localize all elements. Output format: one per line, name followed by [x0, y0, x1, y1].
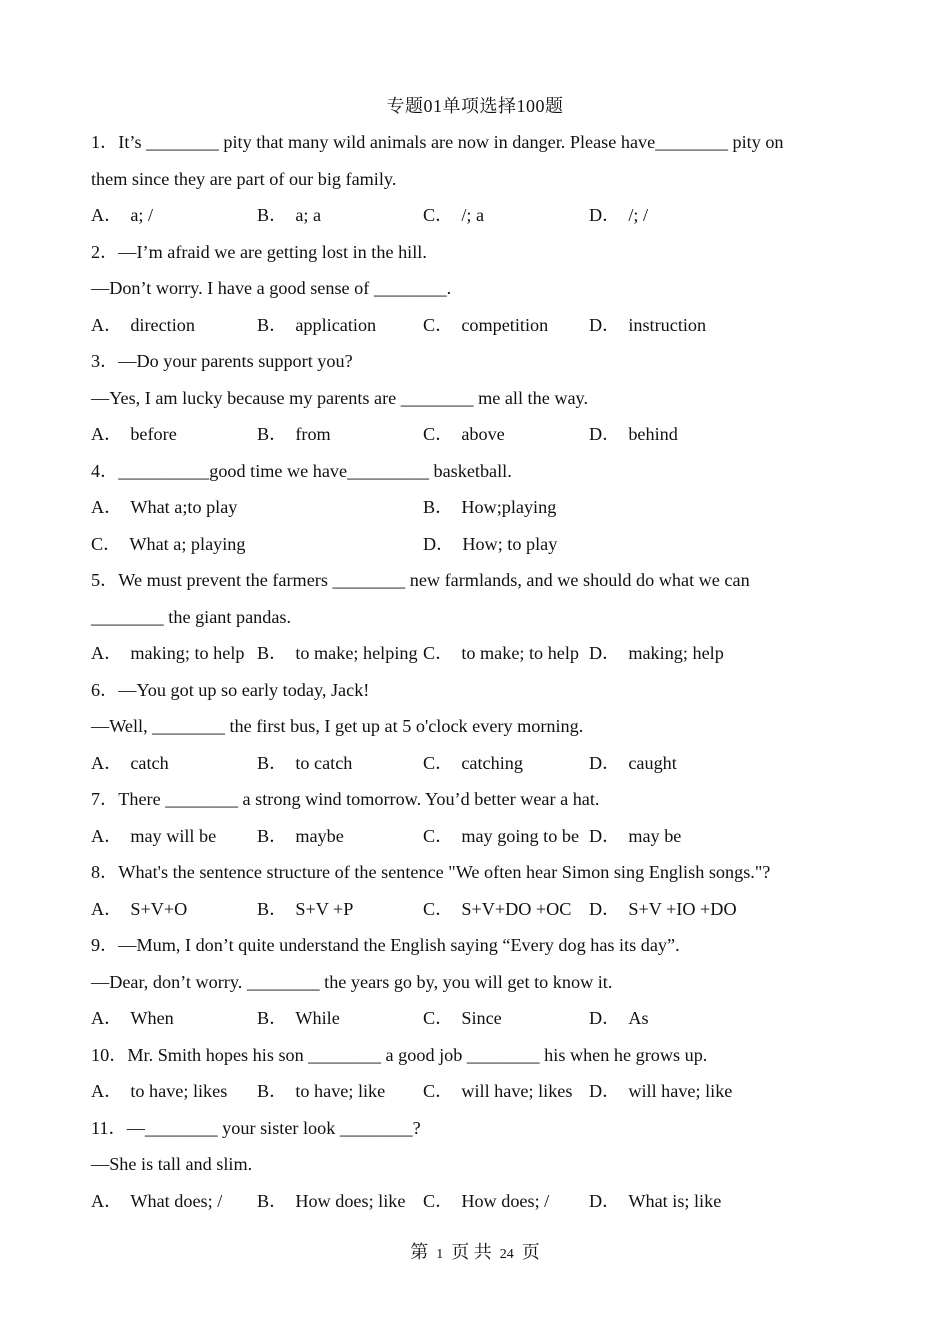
- option-d[interactable]: [589, 1183, 755, 1220]
- option-text: to make; to help: [461, 643, 580, 663]
- options-row: [91, 635, 831, 672]
- option-letter: D．: [589, 314, 621, 335]
- option-letter: C．: [423, 314, 454, 335]
- option-text: What is; like: [628, 1190, 722, 1211]
- option-text: How does; /: [461, 1190, 550, 1211]
- option-text: caught: [628, 752, 677, 773]
- question-line: —Don’t worry. I have a good sense of ________.: [91, 278, 452, 298]
- page-footer: [0, 1240, 950, 1267]
- option-text: to make; helping: [295, 643, 418, 663]
- option-a[interactable]: [91, 489, 423, 526]
- question-stem: 7．There ________ a strong wind tomorrow. You’d better wear a hat.: [91, 789, 600, 809]
- option-c[interactable]: [423, 1073, 589, 1110]
- question-1: [91, 124, 831, 234]
- option-letter: D．: [589, 898, 621, 919]
- option-text: S+V +P: [295, 898, 354, 919]
- question-line: —She is tall and slim.: [91, 1154, 253, 1174]
- option-b[interactable]: [257, 416, 423, 453]
- option-b[interactable]: [257, 1000, 423, 1037]
- option-text: a; a: [295, 205, 322, 225]
- option-text: from: [295, 424, 331, 444]
- option-c[interactable]: [423, 197, 589, 234]
- option-text: making; help: [628, 643, 724, 663]
- footer-middle: 页 共: [451, 1242, 492, 1262]
- options-row: [91, 745, 831, 782]
- option-a[interactable]: [91, 307, 257, 344]
- option-letter: A．: [91, 643, 123, 663]
- option-text: /; /: [628, 205, 649, 225]
- option-c[interactable]: [423, 891, 589, 928]
- option-d[interactable]: [589, 197, 755, 234]
- footer-prefix: 第: [410, 1242, 429, 1262]
- footer-total-pages: 24: [499, 1247, 514, 1262]
- option-text: As: [628, 1008, 649, 1028]
- question-line: —Well, ________ the first bus, I get up at 5 o'clock every morning.: [91, 716, 584, 736]
- option-c[interactable]: [423, 635, 589, 672]
- option-text: to have; like: [295, 1081, 386, 1101]
- page-title: 专题01单项选择100题: [386, 96, 564, 116]
- option-d[interactable]: [589, 745, 755, 782]
- option-d[interactable]: [589, 1000, 755, 1037]
- option-text: application: [295, 314, 377, 335]
- question-stem: 10．Mr. Smith hopes his son ________ a good job ________ his when he grows up.: [91, 1044, 708, 1065]
- option-text: before: [130, 424, 177, 444]
- option-a[interactable]: [91, 197, 257, 234]
- option-text: What a;to play: [130, 497, 238, 517]
- option-text: may be: [628, 825, 682, 846]
- option-a[interactable]: [91, 745, 257, 782]
- option-letter: D．: [589, 1081, 621, 1101]
- option-a[interactable]: [91, 1073, 257, 1110]
- option-text: above: [461, 424, 505, 444]
- options-row: [91, 416, 831, 453]
- option-text: behind: [628, 424, 678, 444]
- option-letter: D．: [423, 533, 455, 554]
- option-letter: A．: [91, 314, 123, 335]
- option-text: How;playing: [461, 497, 557, 517]
- option-letter: D．: [589, 643, 621, 663]
- question-8: [91, 854, 831, 927]
- option-text: will have; likes: [461, 1081, 573, 1101]
- option-letter: C．: [423, 752, 454, 773]
- option-letter: B．: [257, 205, 288, 225]
- option-letter: A．: [91, 752, 123, 773]
- question-stem: 1．It’s ________ pity that many wild animals are now in danger. Please have________ pity on: [91, 132, 784, 152]
- option-b[interactable]: [257, 745, 423, 782]
- option-letter: D．: [589, 1008, 621, 1028]
- question-4: [91, 453, 831, 563]
- option-text: What does; /: [130, 1190, 223, 1211]
- options-row: [91, 1073, 831, 1110]
- option-c[interactable]: [423, 416, 589, 453]
- option-letter: D．: [589, 205, 621, 225]
- option-letter: B．: [257, 643, 288, 663]
- option-a[interactable]: [91, 891, 257, 928]
- option-letter: A．: [91, 898, 123, 919]
- question-stem: 6．—You got up so early today, Jack!: [91, 679, 370, 700]
- option-letter: A．: [91, 1008, 123, 1028]
- option-text: direction: [130, 314, 195, 335]
- option-letter: B．: [257, 424, 288, 444]
- option-text: instruction: [628, 314, 707, 335]
- option-letter: C．: [423, 424, 454, 444]
- options-row: [91, 891, 831, 928]
- option-text: How does; like: [295, 1190, 406, 1211]
- question-line: —Dear, don’t worry. ________ the years go by, you will get to know it.: [91, 971, 613, 992]
- option-letter: C．: [423, 825, 454, 846]
- option-text: Since: [461, 1008, 502, 1028]
- option-letter: D．: [589, 752, 621, 773]
- option-a[interactable]: [91, 416, 257, 453]
- option-letter: C．: [423, 898, 454, 919]
- option-text: may will be: [130, 825, 217, 846]
- option-text: S+V +IO +DO: [628, 898, 737, 919]
- option-b[interactable]: [257, 1183, 423, 1220]
- option-d[interactable]: [589, 818, 755, 855]
- question-stem: 2．—I’m afraid we are getting lost in the hill.: [91, 241, 427, 262]
- question-5: [91, 562, 831, 672]
- option-text: catching: [461, 752, 523, 773]
- option-b[interactable]: [257, 818, 423, 855]
- option-letter: A．: [91, 424, 123, 444]
- question-10: [91, 1037, 831, 1110]
- option-b[interactable]: [423, 489, 755, 526]
- option-text: making; to help: [130, 643, 245, 663]
- option-letter: B．: [257, 1081, 288, 1101]
- options-row: [91, 526, 831, 563]
- option-b[interactable]: [257, 307, 423, 344]
- option-c[interactable]: [423, 1000, 589, 1037]
- option-d[interactable]: [589, 891, 755, 928]
- question-line: —Yes, I am lucky because my parents are ________ me all the way.: [91, 387, 588, 408]
- option-b[interactable]: [257, 891, 423, 928]
- option-a[interactable]: [91, 635, 257, 672]
- question-stem: 5．We must prevent the farmers ________ new farmlands, and we should do what we can: [91, 570, 750, 590]
- option-letter: D．: [589, 424, 621, 444]
- question-3: [91, 343, 831, 453]
- question-line: them since they are part of our big family.: [91, 168, 397, 189]
- option-text: What a; playing: [129, 533, 246, 554]
- option-letter: B．: [257, 898, 288, 919]
- option-c[interactable]: [423, 818, 589, 855]
- options-row: [91, 818, 831, 855]
- option-text: How; to play: [462, 533, 558, 554]
- option-letter: C．: [91, 533, 122, 554]
- option-a[interactable]: [91, 818, 257, 855]
- options-row: [91, 489, 831, 526]
- option-text: competition: [461, 314, 549, 335]
- option-c[interactable]: [91, 526, 423, 563]
- question-list: [91, 124, 831, 1219]
- question-6: [91, 672, 831, 782]
- footer-page-number: 1: [436, 1247, 444, 1262]
- option-letter: A．: [91, 205, 123, 225]
- option-text: S+V+DO +OC: [461, 898, 572, 919]
- option-c[interactable]: [423, 1183, 589, 1220]
- question-2: [91, 234, 831, 344]
- option-text: When: [130, 1008, 174, 1028]
- option-d[interactable]: [589, 416, 755, 453]
- option-b[interactable]: [257, 197, 423, 234]
- option-letter: C．: [423, 643, 454, 663]
- options-row: [91, 307, 831, 344]
- option-letter: D．: [589, 1190, 621, 1211]
- option-d[interactable]: [589, 1073, 755, 1110]
- options-row: [91, 1000, 831, 1037]
- option-letter: B．: [423, 497, 454, 517]
- option-text: maybe: [295, 825, 344, 846]
- question-stem: 9．—Mum, I don’t quite understand the English saying “Every dog has its day”.: [91, 935, 680, 955]
- option-c[interactable]: [423, 745, 589, 782]
- option-letter: A．: [91, 825, 123, 846]
- option-letter: B．: [257, 752, 288, 773]
- question-stem: 4．__________good time we have_________ basketball.: [91, 460, 512, 481]
- option-text: /; a: [461, 205, 485, 225]
- option-letter: A．: [91, 1081, 123, 1101]
- option-text: to have; likes: [130, 1081, 228, 1101]
- option-text: S+V+O: [130, 898, 188, 919]
- option-letter: B．: [257, 825, 288, 846]
- option-text: a; /: [130, 205, 154, 225]
- question-11: [91, 1110, 831, 1220]
- question-stem: 11．—________ your sister look ________?: [91, 1117, 421, 1138]
- question-9: [91, 927, 831, 1037]
- question-line: ________ the giant pandas.: [91, 606, 292, 627]
- option-d[interactable]: [423, 526, 755, 563]
- option-letter: C．: [423, 1081, 454, 1101]
- option-letter: C．: [423, 1008, 454, 1028]
- option-letter: D．: [589, 825, 621, 846]
- option-d[interactable]: [589, 635, 755, 672]
- question-7: [91, 781, 831, 854]
- options-row: [91, 1183, 831, 1220]
- option-text: While: [295, 1008, 340, 1028]
- question-stem: 3．—Do your parents support you?: [91, 351, 353, 371]
- option-b[interactable]: [257, 1073, 423, 1110]
- option-text: may going to be: [461, 825, 580, 846]
- option-letter: C．: [423, 205, 454, 225]
- option-letter: A．: [91, 1190, 123, 1211]
- option-c[interactable]: [423, 307, 589, 344]
- footer-suffix: 页: [521, 1242, 540, 1262]
- option-a[interactable]: [91, 1183, 257, 1220]
- option-d[interactable]: [589, 307, 755, 344]
- option-letter: A．: [91, 497, 123, 517]
- option-letter: B．: [257, 1008, 288, 1028]
- option-text: to catch: [295, 752, 353, 773]
- option-letter: B．: [257, 314, 288, 335]
- options-row: [91, 197, 831, 234]
- option-text: catch: [130, 752, 169, 773]
- option-a[interactable]: [91, 1000, 257, 1037]
- option-letter: B．: [257, 1190, 288, 1211]
- option-b[interactable]: [257, 635, 423, 672]
- option-text: will have; like: [628, 1081, 733, 1101]
- option-letter: C．: [423, 1190, 454, 1211]
- question-stem: 8．What's the sentence structure of the sentence "We often hear Simon sing English songs."?: [91, 862, 771, 882]
